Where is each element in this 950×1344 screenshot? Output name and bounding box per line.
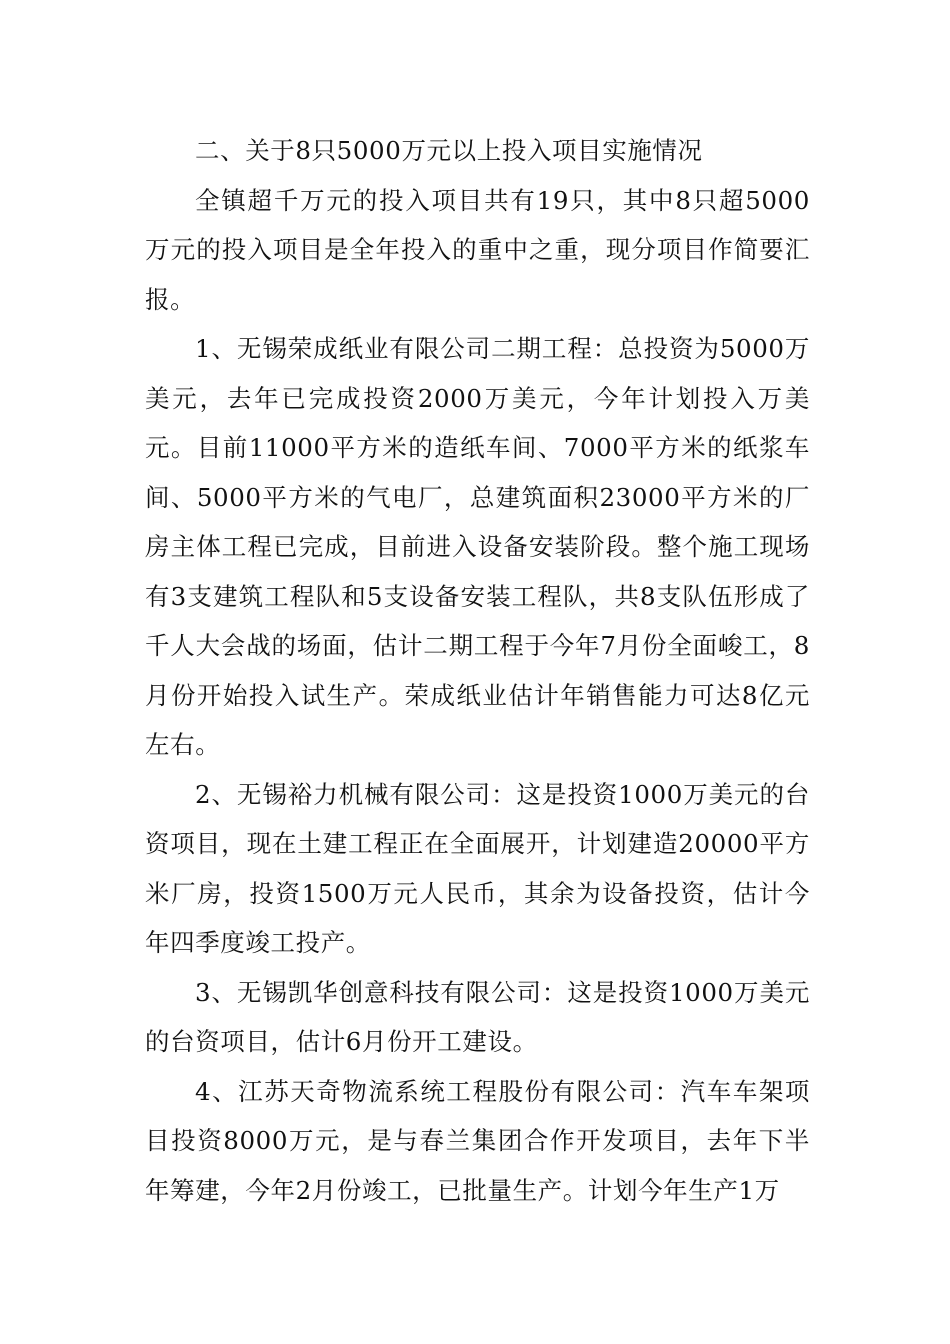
intro-paragraph: 全镇超千万元的投入项目共有19只，其中8只超5000万元的投入项目是全年投入的重中之重，现分项目作简要汇报。: [145, 185, 810, 314]
item-paragraph-1: 1、无锡荣成纸业有限公司二期工程：总投资为5000万美元，去年已完成投资2000万美元，今年计划投入万美元。目前11000平方米的造纸车间、7000平方米的纸浆车间、5000平方米的气电厂，总建筑面积23000平方米的厂房主体工程已完成，目前进入设备安装阶段。整个施工现场有3支建筑工程队和5支设备安装工程队，共8支队伍形成了千人大会战的场面，估计二期工程于今年7月份全面峻工，8月份开始投入试生产。荣成纸业估计年销售能力可达8亿元左右。: [145, 334, 810, 759]
section-heading: 二、关于8只5000万元以上投入项目实施情况: [195, 136, 703, 165]
item-paragraph-3: 3、无锡凯华创意科技有限公司：这是投资1000万美元的台资项目，估计6月份开工建设。: [145, 977, 810, 1056]
document-body: [145, 126, 810, 1215]
item-paragraph-4: 4、江苏天奇物流系统工程股份有限公司：汽车车架项目投资8000万元，是与春兰集团合作开发项目，去年下半年筹建，今年2月份竣工，已批量生产。计划今年生产1万: [145, 1076, 810, 1205]
item-paragraph-2: 2、无锡裕力机械有限公司：这是投资1000万美元的台资项目，现在土建工程正在全面展开，计划建造20000平方米厂房，投资1500万元人民币，其余为设备投资，估计今年四季度竣工投产。: [145, 779, 810, 957]
